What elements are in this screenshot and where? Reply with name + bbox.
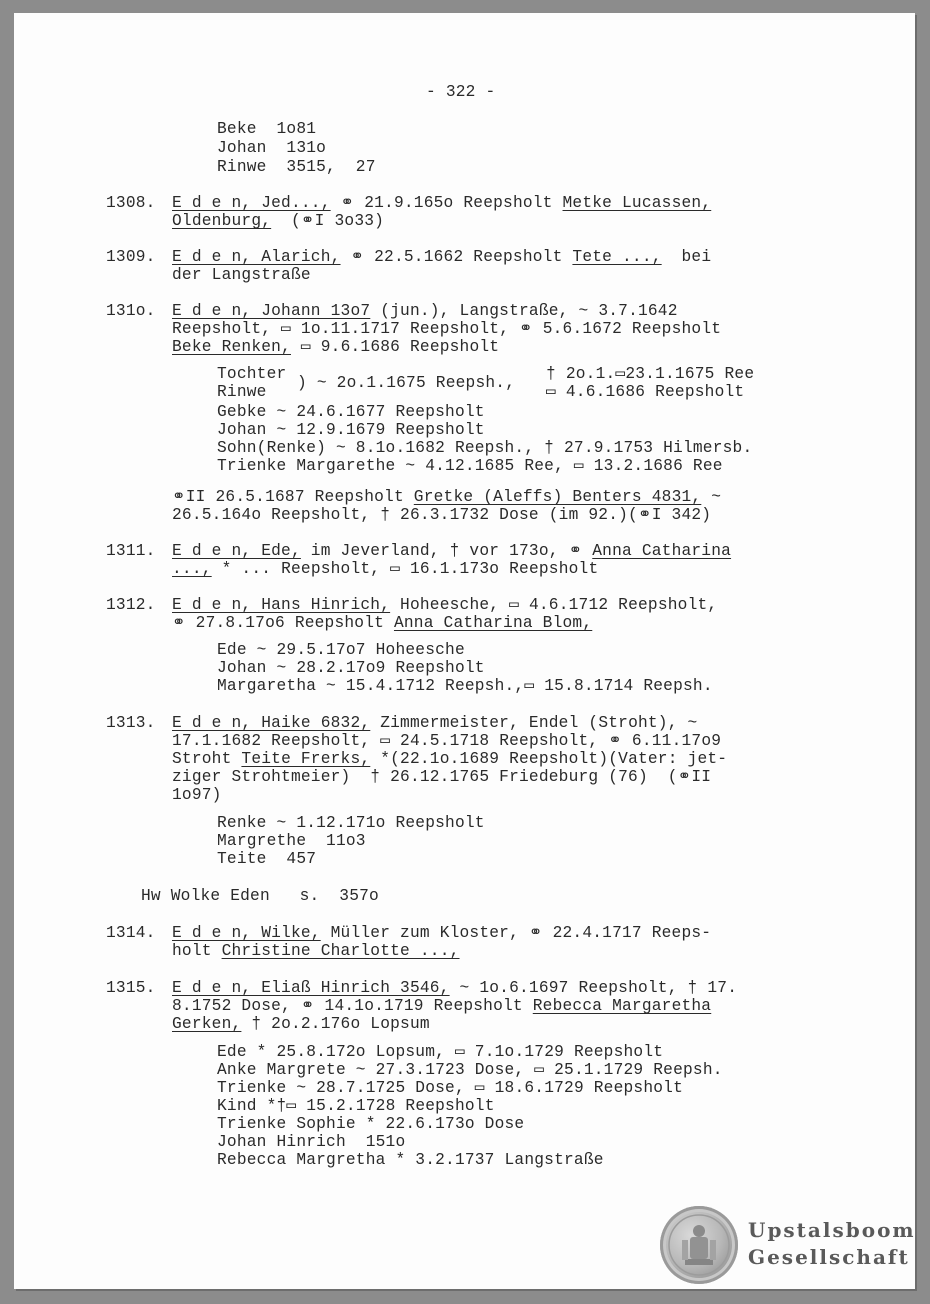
child-line: Teite 457 — [217, 850, 317, 868]
entry-text: ~ 1o.6.1697 Reepsholt, † 17. — [449, 979, 738, 997]
entry-name: E d e n, Eliaß Hinrich 3546, — [172, 979, 450, 997]
spouse-name: Gerken, — [172, 1015, 242, 1033]
entry-line — [172, 942, 460, 961]
entry-line — [172, 302, 678, 321]
entry-line — [172, 488, 721, 507]
entry-text: † 2o.2.176o Lopsum — [241, 1015, 430, 1033]
entry-name: E d e n, Jed..., — [172, 194, 331, 212]
entry-number: 1315. — [106, 979, 156, 997]
child-line: Renke ~ 1.12.171o Reepsholt — [217, 814, 485, 832]
entry-line — [172, 212, 384, 231]
entry-text: 8.1752 Dose, ⚭ 14.1o.1719 Reepsholt — [172, 997, 533, 1015]
child-line: Trienke ~ 28.7.1725 Dose, ▭ 18.6.1729 Reepsholt — [217, 1079, 683, 1097]
entry-number: 1311. — [106, 542, 156, 560]
entry-line: ziger Strohtmeier) † 26.12.1765 Friedeburg (76) (⚭II — [172, 768, 712, 786]
logo-line: Gesellschaft — [748, 1245, 910, 1269]
child-line: Anke Margrete ~ 27.3.1723 Dose, ▭ 25.1.1729 Reepsh. — [217, 1061, 723, 1079]
seal-logo-icon — [660, 1206, 738, 1284]
entry-line — [172, 750, 727, 769]
entry-name: E d e n, Alarich, — [172, 248, 341, 266]
list-item: Johan 131o — [217, 139, 327, 157]
entry-number: 1312. — [106, 596, 156, 614]
spouse-name: Christine Charlotte ..., — [221, 942, 460, 960]
spouse-name: ..., — [172, 560, 212, 578]
entry-line: 1o97) — [172, 786, 222, 804]
entry-text: Hoheesche, ▭ 4.6.1712 Reepsholt, — [390, 596, 718, 614]
logo-line: Upstalsboom — [748, 1218, 916, 1242]
entry-text: Zimmermeister, Endel (Stroht), ~ — [370, 714, 698, 732]
spouse-name: Rebecca Margaretha — [532, 997, 712, 1015]
spouse-name: Tete ..., — [572, 248, 662, 266]
entry-name: E d e n, Wilke, — [172, 924, 321, 942]
entry-line: Reepsholt, ▭ 1o.11.1717 Reepsholt, ⚭ 5.6.1672 Reepsholt — [172, 320, 722, 338]
entry-line — [172, 596, 717, 615]
entry-line — [172, 979, 737, 998]
entry-name: E d e n, Ede, — [172, 542, 301, 560]
entry-line — [172, 338, 499, 357]
spouse-name: Gretke (Aleffs) Benters 4831, — [413, 488, 702, 506]
entry-text: Stroht — [172, 750, 242, 768]
entry-line — [172, 1015, 430, 1034]
entry-line — [172, 997, 711, 1016]
child-line: Ede * 25.8.172o Lopsum, ▭ 7.1o.1729 Reepsholt — [217, 1043, 664, 1061]
entry-line — [172, 614, 592, 633]
entry-number: 1313. — [106, 714, 156, 732]
list-item: Rinwe 3515, 27 — [217, 158, 376, 176]
child-detail: ) ~ 2o.1.1675 Reepsh., — [297, 374, 516, 392]
document-page — [14, 13, 915, 1289]
page-number: - 322 - — [426, 83, 496, 101]
entry-text: ⚭ 21.9.165o Reepsholt — [330, 194, 563, 212]
seal-figure-icon — [660, 1206, 738, 1284]
society-logo — [748, 1217, 916, 1271]
entry-number: 1314. — [106, 924, 156, 942]
child-line: Trienke Sophie * 22.6.173o Dose — [217, 1115, 525, 1133]
child-detail: ▭ 4.6.1686 Reepsholt — [546, 383, 745, 401]
child-line: Margrethe 11o3 — [217, 832, 366, 850]
child-detail: † 2o.1.▭23.1.1675 Ree — [546, 365, 755, 383]
entry-line — [172, 194, 711, 213]
entry-line: 17.1.1682 Reepsholt, ▭ 24.5.1718 Reepsholt, ⚭ 6.11.17o9 — [172, 732, 722, 750]
child-line: Kind *†▭ 15.2.1728 Reepsholt — [217, 1097, 495, 1115]
entry-text: ▭ 9.6.1686 Reepsholt — [290, 338, 500, 356]
entry-text: im Jeverland, † vor 173o, ⚭ — [300, 542, 593, 560]
entry-text: Müller zum Kloster, ⚭ 22.4.1717 Reeps- — [320, 924, 712, 942]
entry-number: 1308. — [106, 194, 156, 212]
entry-text: ⚭ 22.5.1662 Reepsholt — [340, 248, 573, 266]
entry-name: E d e n, Haike 6832, — [172, 714, 371, 732]
spouse-name: Teite Frerks, — [241, 750, 371, 768]
entry-text: ⚭II 26.5.1687 Reepsholt — [172, 488, 414, 506]
entry-line: 26.5.164o Reepsholt, † 26.3.1732 Dose (im 92.)(⚭I 342) — [172, 506, 712, 524]
child-line: Ede ~ 29.5.17o7 Hoheesche — [217, 641, 465, 659]
entry-number: 131o. — [106, 302, 156, 320]
entry-text: holt — [172, 942, 222, 960]
entry-line — [172, 714, 697, 733]
child-line: Johan Hinrich 151o — [217, 1133, 406, 1151]
child-name: Tochter — [217, 365, 287, 383]
entry-text: *(22.1o.1689 Reepsholt)(Vater: jet- — [370, 750, 728, 768]
child-line: Trienke Margarethe ~ 4.12.1685 Ree, ▭ 13.2.1686 Ree — [217, 457, 723, 475]
cross-reference: Hw Wolke Eden s. 357o — [141, 887, 379, 905]
entry-number: 1309. — [106, 248, 156, 266]
child-line: Johan ~ 12.9.1679 Reepsholt — [217, 421, 485, 439]
child-name: Rinwe — [217, 383, 267, 401]
child-line: Sohn(Renke) ~ 8.1o.1682 Reepsh., † 27.9.1753 Hilmersb. — [217, 439, 753, 457]
entry-line: der Langstraße — [172, 266, 311, 284]
child-line: Johan ~ 28.2.17o9 Reepsholt — [217, 659, 485, 677]
entry-text: * ... Reepsholt, ▭ 16.1.173o Reepsholt — [211, 560, 599, 578]
entry-text: bei — [661, 248, 712, 266]
entry-line — [172, 924, 711, 943]
entry-line — [172, 248, 711, 267]
entry-text: (jun.), Langstraße, ~ 3.7.1642 — [370, 302, 678, 320]
entry-text: ⚭ 27.8.17o6 Reepsholt — [172, 614, 394, 632]
entry-line — [172, 542, 731, 561]
entry-text: (⚭I 3o33) — [271, 212, 385, 230]
list-item: Beke 1o81 — [217, 120, 317, 138]
spouse-name: Metke Lucassen, — [562, 194, 712, 212]
spouse-name: Anna Catharina — [592, 542, 732, 560]
entry-name: E d e n, Johann 13o7 — [172, 302, 371, 320]
spouse-name: Beke Renken, — [172, 338, 291, 356]
child-line: Gebke ~ 24.6.1677 Reepsholt — [217, 403, 485, 421]
entry-text: ~ — [701, 488, 722, 506]
child-line: Rebecca Margretha * 3.2.1737 Langstraße — [217, 1151, 604, 1169]
child-line: Margaretha ~ 15.4.1712 Reepsh.,▭ 15.8.1714 Reepsh. — [217, 677, 713, 695]
spouse-name: Anna Catharina Blom, — [393, 614, 593, 632]
entry-line — [172, 560, 598, 579]
place-name: Oldenburg, — [172, 212, 272, 230]
entry-name: E d e n, Hans Hinrich, — [172, 596, 391, 614]
